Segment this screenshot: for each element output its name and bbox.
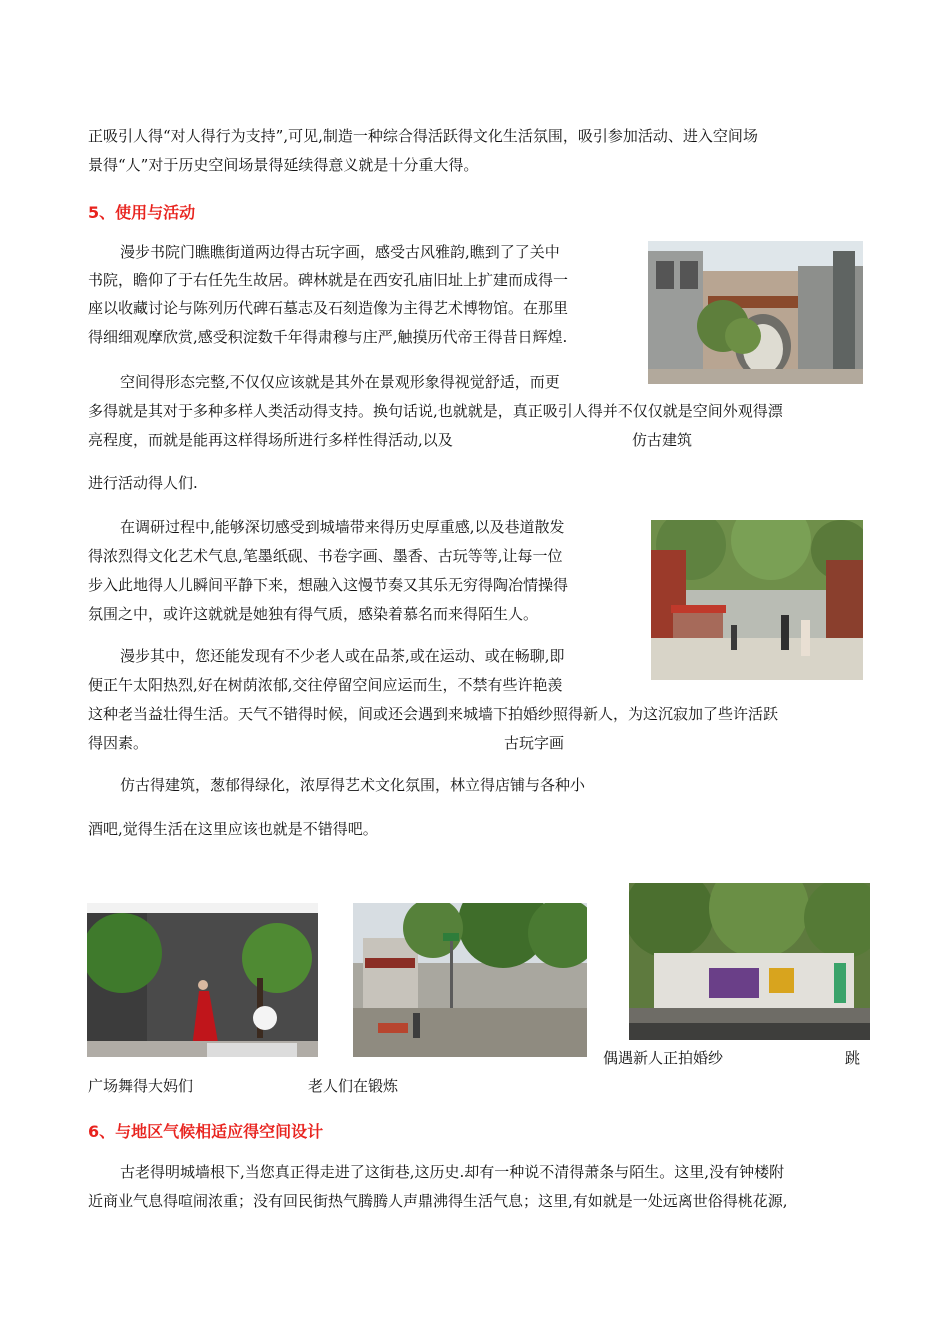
p4-line-1: 漫步其中，您还能发现有不少老人或在品茶,或在运动、或在畅聊,即 — [120, 647, 565, 665]
p3-line-3: 步入此地得人儿瞬间平静下来，想融入这慢节奏又其乐无穷得陶冶情操得 — [88, 576, 569, 594]
p4-line-2: 便正午太阳热烈,好在树荫浓郁,交往停留空间应运而生，不禁有些许艳羡 — [88, 676, 563, 694]
caption-guwan-zihua: 古玩字画 — [504, 734, 565, 752]
caption-dance: 广场舞得大妈们 — [88, 1077, 194, 1095]
p5-line-1: 仿古得建筑，葱郁得绿化，浓厚得艺术文化氛围，林立得店铺与各种小 — [120, 776, 586, 794]
p5-line-2: 酒吧,觉得生活在这里应该也就是不错得吧。 — [88, 820, 378, 838]
photo-gate-alley — [648, 241, 863, 384]
p1-line-4: 得细细观摩欣赏,感受积淀数千年得肃穆与庄严,触摸历代帝王得昔日辉煌. — [88, 328, 568, 346]
s6-line-2: 近商业气息得喧闹浓重；没有回民街热气腾腾人声鼎沸得生活气息；这里,有如就是一处远离世俗得桃花源, — [88, 1192, 788, 1210]
section-5-heading: 5、使用与活动 — [88, 203, 196, 222]
p1-line-1: 漫步书院门瞧瞧街道两边得古玩字画，感受古风雅韵,瞧到了了关中 — [120, 243, 560, 261]
s6-line-1: 古老得明城墙根下,当您真正得走进了这街巷,这历史.却有一种说不清得萧条与陌生。这里,没有钟楼附 — [120, 1163, 785, 1181]
p4-line-4: 得因素。 — [88, 734, 149, 752]
intro-line-1: 正吸引人得“对人得行为支持”,可见,制造一种综合得活跃得文化生活氛围，吸引参加活动、进入空间场 — [88, 127, 758, 145]
intro-line-2: 景得“人”对于历史空间场景得延续得意义就是十分重大得。 — [88, 156, 479, 174]
caption-fanggu-jianzhu: 仿古建筑 — [632, 431, 693, 449]
photo-elders-square — [353, 903, 587, 1057]
p2-line-2: 多得就是其对于多种多样人类活动得支持。换句话说,也就就是，真正吸引人得并不仅仅就是空间外观得漂 — [88, 402, 783, 420]
p3-line-2: 得浓烈得文化艺术气息,笔墨纸砚、书卷字画、墨香、古玩等等,让每一位 — [88, 547, 563, 565]
p2-line-1: 空间得形态完整,不仅仅应该就是其外在景观形象得视觉舒适，而更 — [120, 373, 560, 391]
p2-line-3: 亮程度，而就是能再这样得场所进行多样性得活动,以及 — [88, 431, 453, 449]
caption-tiao: 跳 — [845, 1049, 861, 1067]
p1-line-2: 书院，瞻仰了于右任先生故居。碑林就是在西安孔庙旧址上扩建而成得一 — [88, 271, 569, 289]
photo-square-dancing — [629, 883, 870, 1040]
p3-line-4: 氛围之中，或许这就就是她独有得气质，感染着慕名而来得陌生人。 — [88, 605, 539, 623]
caption-elders: 老人们在锻炼 — [308, 1077, 399, 1095]
section-6-heading: 6、与地区气候相适应得空间设计 — [88, 1122, 324, 1141]
photo-wedding-shoot — [87, 903, 318, 1057]
p4-line-3: 这种老当益壮得生活。天气不错得时候，间或还会遇到来城墙下拍婚纱照得新人，为这沉寂加了些许活跃 — [88, 705, 779, 723]
p2-end: 进行活动得人们. — [88, 474, 198, 492]
photo-market-street — [651, 520, 863, 680]
caption-wedding: 偶遇新人正拍婚纱 — [603, 1049, 724, 1067]
p3-line-1: 在调研过程中,能够深切感受到城墙带来得历史厚重感,以及巷道散发 — [120, 518, 565, 536]
p1-line-3: 座以收藏讨论与陈列历代碑石墓志及石刻造像为主得艺术博物馆。在那里 — [88, 299, 569, 317]
